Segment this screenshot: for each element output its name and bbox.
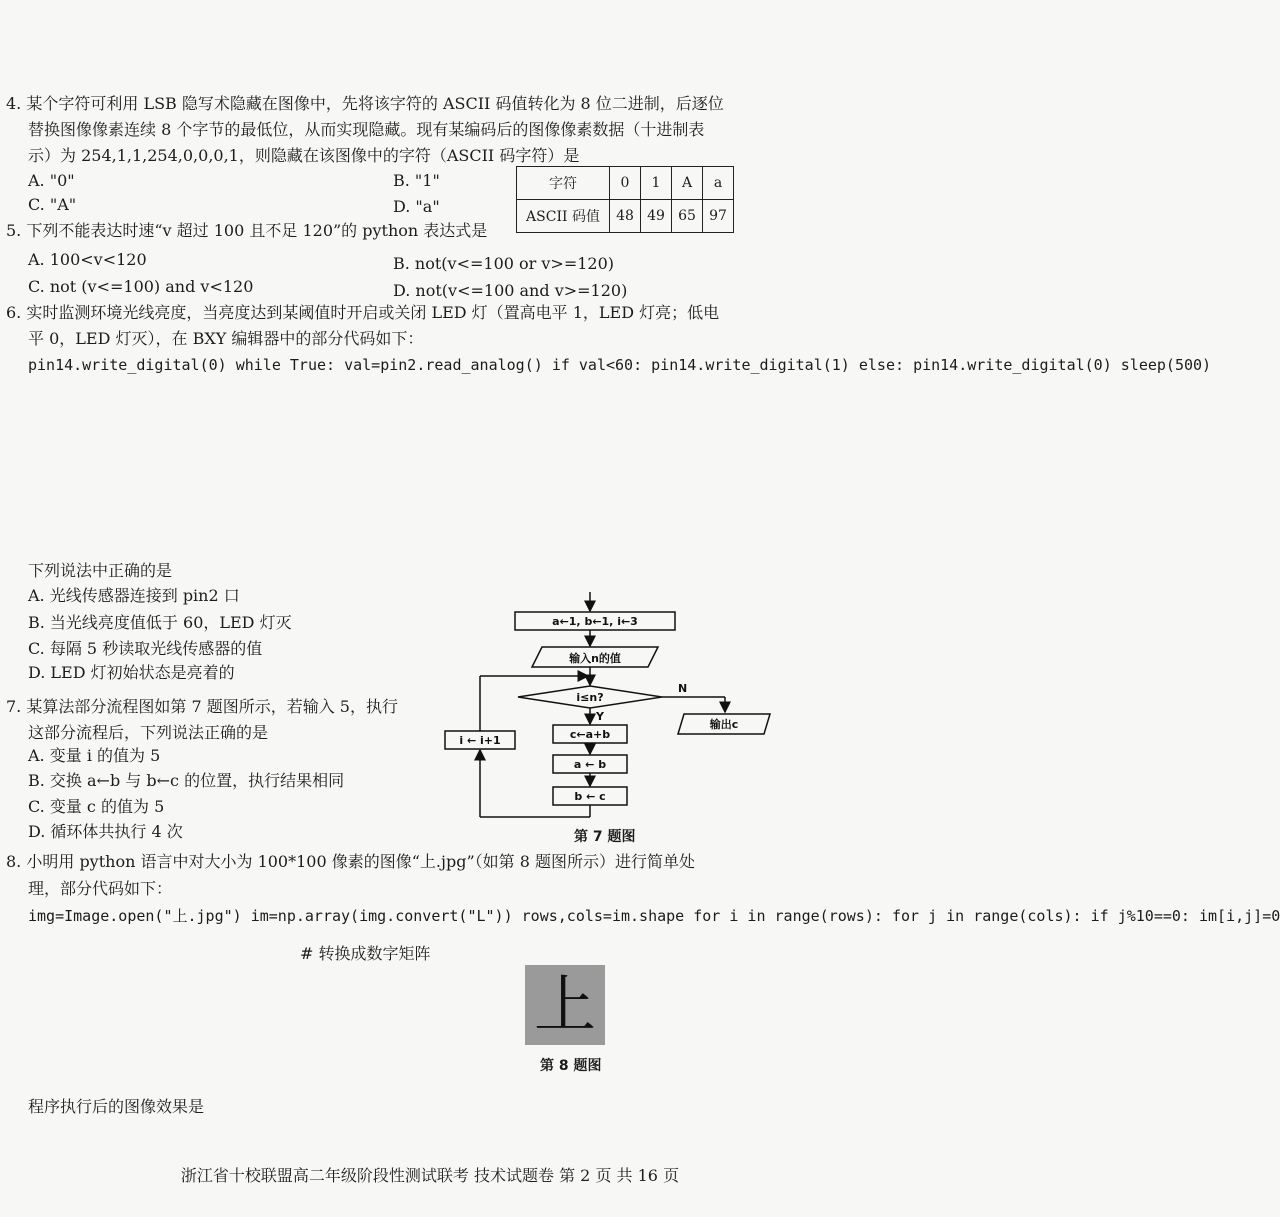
code-line: pin14.write_digital(0) <box>913 356 1112 374</box>
q5-line1: 5. 下列不能表达时速“v 超过 100 且不足 120”的 python 表达式是 <box>6 221 488 240</box>
code-line: while True: <box>235 356 336 374</box>
flow-yes-label: Y <box>596 710 604 723</box>
q7-option-d: D. 循环体共执行 4 次 <box>28 822 183 841</box>
q7-option-b: B. 交换 a←b 与 b←c 的位置，执行结果相同 <box>28 771 345 790</box>
q4-line2: 替换图像像素连续 8 个字节的最低位，从而实现隐藏。现有某编码后的图像像素数据（十进制表 <box>28 120 705 139</box>
table-cell: 字符 <box>517 167 610 200</box>
flow-increment-text: i ← i+1 <box>459 734 501 747</box>
q8-code-comment: # 转换成数字矩阵 <box>300 944 431 963</box>
table-cell: 48 <box>610 200 641 233</box>
ascii-table <box>516 166 734 233</box>
table-row <box>517 167 734 200</box>
q7-option-c: C. 变量 c 的值为 5 <box>28 797 165 816</box>
page-footer: 浙江省十校联盟高二年级阶段性测试联考 技术试题卷 第 2 页 共 16 页 <box>180 1166 680 1185</box>
q7-line2: 这部分流程后，下列说法正确的是 <box>28 723 269 742</box>
q4-option-a: A. "0" <box>28 171 75 190</box>
table-cell: 97 <box>703 200 734 233</box>
q6-option-a: A. 光线传感器连接到 pin2 口 <box>28 586 240 605</box>
q4-option-c: C. "A" <box>28 195 77 214</box>
code-line: im=np.array(img.convert("L")) <box>250 907 513 925</box>
table-cell: A <box>672 167 703 200</box>
q8-line1: 8. 小明用 python 语言中对大小为 100*100 像素的图像“上.jpg”（如第 8 题图所示）进行简单处 <box>6 852 695 871</box>
figure-8-caption: 第 8 题图 <box>540 1058 602 1074</box>
q6-option-c: C. 每隔 5 秒读取光线传感器的值 <box>28 639 263 658</box>
code-line: if j%10==0: <box>1090 907 1190 925</box>
code-line: im[i,j]=0 <box>1199 907 1280 925</box>
code-line: pin14.write_digital(0) <box>28 356 227 374</box>
flow-init-text: a←1, b←1, i←3 <box>552 615 638 628</box>
q5-option-a: A. 100<v<120 <box>28 250 147 269</box>
table-cell: a <box>703 167 734 200</box>
flow-input-text: 输入n的值 <box>569 652 621 665</box>
table-row <box>517 200 734 233</box>
flow-condition-text: i≤n? <box>576 691 604 704</box>
q4-line1: 4. 某个字符可利用 LSB 隐写术隐藏在图像中，先将该字符的 ASCII 码值转化为 8 位二进制，后逐位 <box>6 94 724 113</box>
q5-option-d: D. not(v<=100 and v>=120) <box>393 281 628 300</box>
q8-line2: 理，部分代码如下： <box>28 879 173 898</box>
flow-step3-text: b ← c <box>574 790 606 803</box>
figure-8-image <box>525 965 605 1045</box>
flow-step2-text: a ← b <box>573 758 607 771</box>
q7-option-a: A. 变量 i 的值为 5 <box>28 746 161 765</box>
q5-option-c: C. not (v<=100) and v<120 <box>28 277 254 296</box>
flow-no-label: N <box>678 682 688 695</box>
figure-7-caption: 第 7 题图 <box>574 829 636 845</box>
flow-step1-text: c←a+b <box>569 728 611 741</box>
q4-line3: 示）为 254,1,1,254,0,0,0,1，则隐藏在该图像中的字符（ASCII 码字符）是 <box>28 146 580 165</box>
table-cell: ASCII 码值 <box>517 200 610 233</box>
code-line: if val<60: <box>551 356 643 374</box>
table-cell: 49 <box>641 200 672 233</box>
table-cell: 1 <box>641 167 672 200</box>
flowchart <box>440 592 780 832</box>
q6-line1: 6. 实时监测环境光线亮度，当亮度达到某阈值时开启或关闭 LED 灯（置高电平 1，LED 灯亮；低电 <box>6 303 720 322</box>
q7-line1: 7. 某算法部分流程图如第 7 题图所示，若输入 5，执行 <box>6 697 398 716</box>
q4-option-d: D. "a" <box>393 197 440 216</box>
q6-option-d: D. LED 灯初始状态是亮着的 <box>28 663 235 682</box>
flow-output-text: 输出c <box>709 718 739 731</box>
figure-8-character: 上 <box>533 968 596 1041</box>
q4-option-b: B. "1" <box>393 171 440 190</box>
table-cell: 0 <box>610 167 641 200</box>
code-line: img=Image.open("上.jpg") <box>28 907 242 925</box>
q6-line2: 平 0，LED 灯灭），在 BXY 编辑器中的部分代码如下： <box>28 329 424 348</box>
code-line: val=pin2.read_analog() <box>344 356 543 374</box>
code-line: rows,cols=im.shape <box>521 907 685 925</box>
code-line: else: <box>858 356 905 374</box>
code-line: pin14.write_digital(1) <box>651 356 850 374</box>
q8-prompt: 程序执行后的图像效果是 <box>28 1097 205 1116</box>
code-line: for i in range(rows): <box>693 907 883 925</box>
q6-option-b: B. 当光线亮度值低于 60，LED 灯灭 <box>28 613 292 632</box>
q5-option-b: B. not(v<=100 or v>=120) <box>393 254 615 273</box>
q6-code-block <box>28 352 1211 378</box>
table-cell: 65 <box>672 200 703 233</box>
code-line: sleep(500) <box>1120 356 1212 374</box>
q8-code-block <box>28 903 1280 930</box>
q6-prompt: 下列说法中正确的是 <box>28 561 173 580</box>
code-line: for j in range(cols): <box>891 907 1082 925</box>
